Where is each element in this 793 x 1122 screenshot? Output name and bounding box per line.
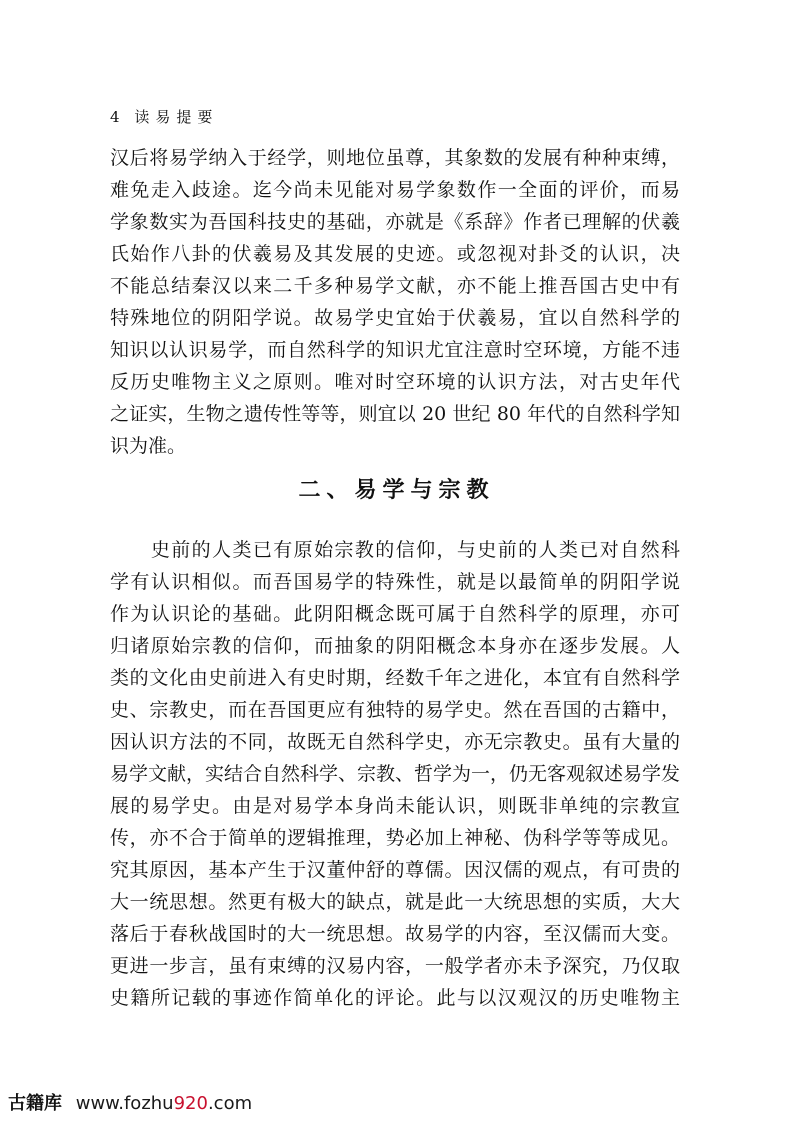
text-line: 反历史唯物主义之原则。唯对时空环境的认识方法，对古史年代 xyxy=(110,371,680,393)
text-line: 学有认识相似。而吾国易学的特殊性，就是以最简单的阴阳学说 xyxy=(110,571,680,593)
text-line: 类的文化由史前进入有史时期，经数千年之进化，本宜有自然科学 xyxy=(110,667,680,689)
text-line: 传，亦不合于简单的逻辑推理，势必加上神秘、伪科学等等成见。 xyxy=(110,827,680,849)
text-line: 不能总结秦汉以来二千多种易学文献，亦不能上推吾国古史中有 xyxy=(110,275,680,297)
section-heading: 二、易学与宗教 xyxy=(298,478,495,503)
watermark-site-name: 古籍库 xyxy=(8,1093,62,1114)
text-line: 学象数实为吾国科技史的基础，亦就是《系辞》作者已理解的伏羲 xyxy=(110,211,680,233)
footer-watermark xyxy=(8,1092,252,1116)
text-line: 落后于春秋战国时的大一统思想。故易学的内容，至汉儒而大变。 xyxy=(110,923,680,945)
text-line: 识为准。 xyxy=(110,435,187,457)
text-line: 氏始作八卦的伏羲易及其发展的史迹。或忽视对卦爻的认识，决 xyxy=(110,243,680,265)
text-line: 难免走入歧途。迄今尚未见能对易学象数作一全面的评价，而易 xyxy=(110,179,680,201)
text-line: 更进一步言，虽有束缚的汉易内容，一般学者亦未予深究，乃仅取 xyxy=(110,955,680,977)
text-line: 易学文献，实结合自然科学、宗教、哲学为一，仍无客观叙述易学发 xyxy=(110,763,681,785)
text-line: 史籍所记载的事迹作简单化的评论。此与以汉观汉的历史唯物主 xyxy=(110,987,680,1009)
text-line: 作为认识论的基础。此阴阳概念既可属于自然科学的原理，亦可 xyxy=(110,603,680,625)
watermark-url-suffix: .com xyxy=(207,1093,253,1114)
text-line: 之证实，生物之遗传性等等，则宜以 20 世纪 80 年代的自然科学知 xyxy=(110,403,680,425)
text-line: 史前的人类已有原始宗教的信仰，与史前的人类已对自然科 xyxy=(110,539,680,561)
text-line: 特殊地位的阴阳学说。故易学史宜始于伏羲易，宜以自然科学的 xyxy=(110,307,680,329)
text-line: 汉后将易学纳入于经学，则地位虽尊，其象数的发展有种种束缚， xyxy=(110,147,680,169)
watermark-url-accent: 920 xyxy=(173,1093,208,1114)
running-header xyxy=(110,107,218,127)
book-title: 读易提要 xyxy=(134,108,219,126)
page-number: 4 xyxy=(110,108,120,126)
text-line: 展的易学史。由是对易学本身尚未能认识，则既非单纯的宗教宣 xyxy=(110,795,680,817)
paragraph-1 xyxy=(110,142,680,462)
paragraph-2 xyxy=(110,534,680,1014)
text-line: 究其原因，基本产生于汉董仲舒的尊儒。因汉儒的观点，有可贵的 xyxy=(110,859,680,881)
text-line: 大一统思想。然更有极大的缺点，就是此一大统思想的实质，大大 xyxy=(110,891,680,913)
text-line: 因认识方法的不同，故既无自然科学史，亦无宗教史。虽有大量的 xyxy=(110,731,680,753)
text-line: 归诸原始宗教的信仰，而抽象的阴阳概念本身亦在逐步发展。人 xyxy=(110,635,680,657)
text-line: 史、宗教史，而在吾国更应有独特的易学史。然在吾国的古籍中， xyxy=(110,699,680,721)
text-line: 知识以认识易学，而自然科学的知识尤宜注意时空环境，方能不违 xyxy=(110,339,680,361)
watermark-url-prefix: www.fozhu xyxy=(75,1093,174,1114)
